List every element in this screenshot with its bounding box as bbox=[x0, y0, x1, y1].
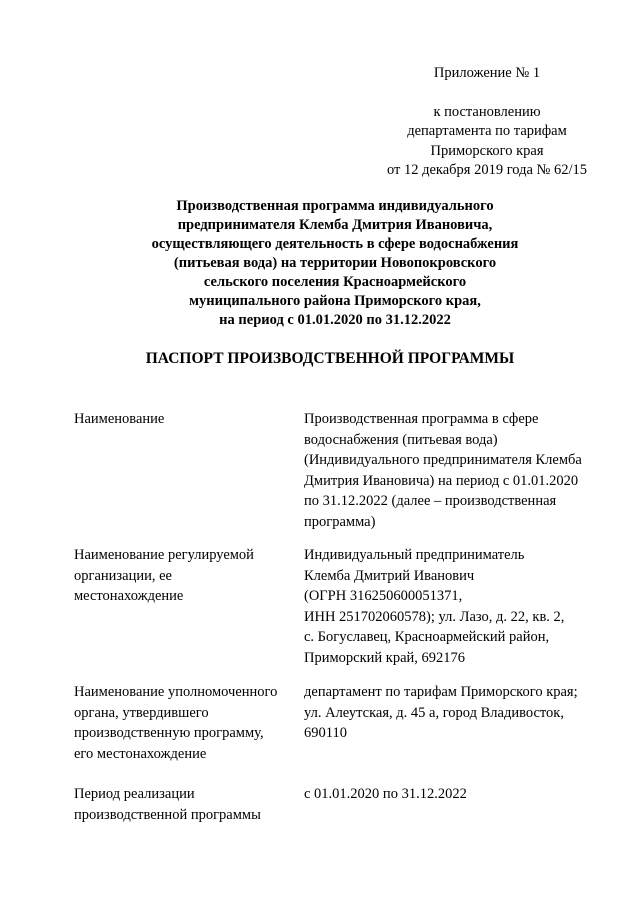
label-line: производственной программы bbox=[74, 806, 261, 823]
title-line: на период с 01.01.2020 по 31.12.2022 bbox=[219, 312, 451, 328]
title-line: Производственная программа индивидуального bbox=[176, 198, 494, 214]
value-line: (Индивидуального предпринимателя Клемба bbox=[304, 452, 582, 468]
row-label bbox=[74, 784, 299, 825]
row-label bbox=[74, 682, 299, 764]
value-line: (ОГРН 316250600051371, bbox=[304, 588, 463, 604]
annex-line: Приморского края bbox=[430, 142, 544, 159]
value-line: с 01.01.2020 по 31.12.2022 bbox=[304, 786, 467, 802]
value-line: ул. Алеутская, д. 45 а, город Владивосток, bbox=[304, 704, 564, 721]
row-value bbox=[304, 682, 604, 744]
value-line: с. Богуславец, Красноармейский район, bbox=[304, 629, 550, 645]
row-label bbox=[74, 545, 299, 607]
label-line: Наименование уполномоченного bbox=[74, 684, 278, 700]
value-line: Индивидуальный предприниматель bbox=[304, 547, 525, 563]
value-line: департамент по тарифам Приморского края; bbox=[304, 684, 578, 700]
value-line: 690110 bbox=[304, 725, 347, 741]
title-line: осуществляющего деятельность в сфере водоснабжения bbox=[151, 236, 519, 252]
title-line: муниципального района Приморского края, bbox=[189, 293, 481, 309]
passport-heading: ПАСПОРТ ПРОИЗВОДСТВЕННОЙ ПРОГРАММЫ bbox=[145, 350, 515, 367]
annex-line: департамента по тарифам bbox=[407, 123, 567, 139]
label-line: Период реализации bbox=[74, 786, 195, 802]
annex-block bbox=[372, 64, 602, 181]
value-line: Приморский край, 692176 bbox=[304, 649, 466, 666]
label-line: местонахождение bbox=[74, 588, 184, 604]
value-line: Производственная программа в сфере bbox=[304, 411, 539, 427]
value-line: программа) bbox=[304, 513, 376, 530]
document-title bbox=[100, 197, 570, 330]
label-line: Наименование bbox=[74, 411, 165, 427]
title-line: сельского поселения Красноармейского bbox=[203, 274, 467, 290]
row-label bbox=[74, 409, 299, 430]
value-line: Дмитрия Ивановича) на период с 01.01.2020 bbox=[304, 472, 579, 489]
annex-number: Приложение № 1 bbox=[433, 65, 541, 81]
value-line: ИНН 251702060578); ул. Лазо, д. 22, кв. 2, bbox=[304, 608, 565, 625]
value-line: водоснабжения (питьевая вода) bbox=[304, 431, 498, 448]
row-value bbox=[304, 545, 604, 668]
label-line: Наименование регулируемой bbox=[74, 547, 254, 563]
label-line: производственную программу, bbox=[74, 725, 264, 741]
title-line: предпринимателя Клемба Дмитрия Ивановича, bbox=[177, 217, 493, 233]
label-line: его местонахождение bbox=[74, 745, 207, 762]
title-line: (питьевая вода) на территории Новопокровского bbox=[173, 255, 497, 271]
annex-spacer bbox=[372, 84, 602, 103]
label-line: органа, утвердившего bbox=[74, 704, 209, 721]
value-line: Клемба Дмитрий Иванович bbox=[304, 567, 475, 584]
row-value bbox=[304, 409, 604, 532]
row-value bbox=[304, 784, 604, 805]
label-line: организации, ее bbox=[74, 567, 172, 584]
annex-line: к постановлению bbox=[433, 103, 541, 120]
annex-line: от 12 декабря 2019 года № 62/15 bbox=[386, 162, 588, 178]
value-line: по 31.12.2022 (далее – производственная bbox=[304, 493, 557, 509]
